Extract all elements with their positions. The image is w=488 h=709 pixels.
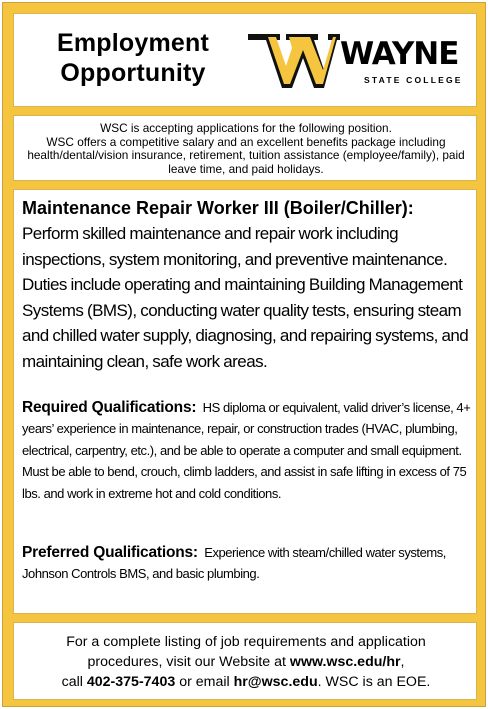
intro-text [24,122,468,176]
logo-subtitle: STATE COLLEGE [364,75,463,85]
required-qualifications [22,397,472,504]
footer-line-2-prefix: procedures, visit our Website at [87,654,286,670]
wayne-state-logo [246,28,472,94]
footer-line-3-middle: or email [179,674,230,690]
flyer-frame [2,2,486,707]
page-title [38,28,228,88]
footer-line-3-suffix: . WSC is an EOE. [317,674,431,690]
w-logo-mark-icon [246,28,340,94]
title-line-2: Opportunity [60,59,206,87]
header-panel [13,13,477,107]
intro-line-2: WSC offers a competitive salary and an excellent benefits package including health/dental/vision insurance, retirement, tuition assistance (employee/family), paid leave time, and paid holidays. [27,134,465,176]
required-text: HS diploma or equivalent, valid driver’s license, 4+ years’ experience in maintenance, repair, or construction trades (HVAC, plumbing, electrical, carpentry, etc.), and be able to operate a computer and small equipment. Must be able to bend, crouch, climb ladders, and assist in safe lifting in excess of 75 lbs. and work in extreme hot and cold conditions. [22,400,471,501]
contact-info: For a complete listing of job requirements and application procedures, visit our Website at www.wsc.edu/hr, call 402-375-7403 or email hr@wsc.edu. WSC is an EOE. [61,634,431,690]
intro-line-1: WSC is accepting applications for the following position. [100,121,392,135]
job-title: Maintenance Repair Worker III (Boiler/Chiller): [22,198,414,218]
preferred-qualifications [22,542,472,585]
footer-panel [13,622,477,700]
footer-line-1: For a complete listing of job requirements and application [66,634,426,650]
footer-line-3-prefix: call [61,674,83,690]
phone-number[interactable]: 402-375-7403 [86,674,176,690]
job-panel [13,189,477,614]
job-description: Perform skilled maintenance and repair work including inspections, system monitoring, and preventive maintenance. Duties include operating and maintaining Building Management Systems (BMS), conducting water quality tests, ensuring steam and chilled water supply, diagnosing, and repairing systems, and maintaining clean, safe work areas. [22,224,469,371]
required-label: Required Qualifications: [22,399,197,416]
preferred-label: Preferred Qualifications: [22,544,198,561]
email-link[interactable]: hr@wsc.edu [233,674,318,690]
logo-wordmark: WAYNE [340,36,459,72]
website-link[interactable]: www.wsc.edu/hr [289,654,401,670]
title-line-1: Employment [56,29,210,57]
preferred-text: Experience with steam/chilled water systems, Johnson Controls BMS, and basic plumbing. [22,545,446,582]
intro-panel [13,115,477,181]
